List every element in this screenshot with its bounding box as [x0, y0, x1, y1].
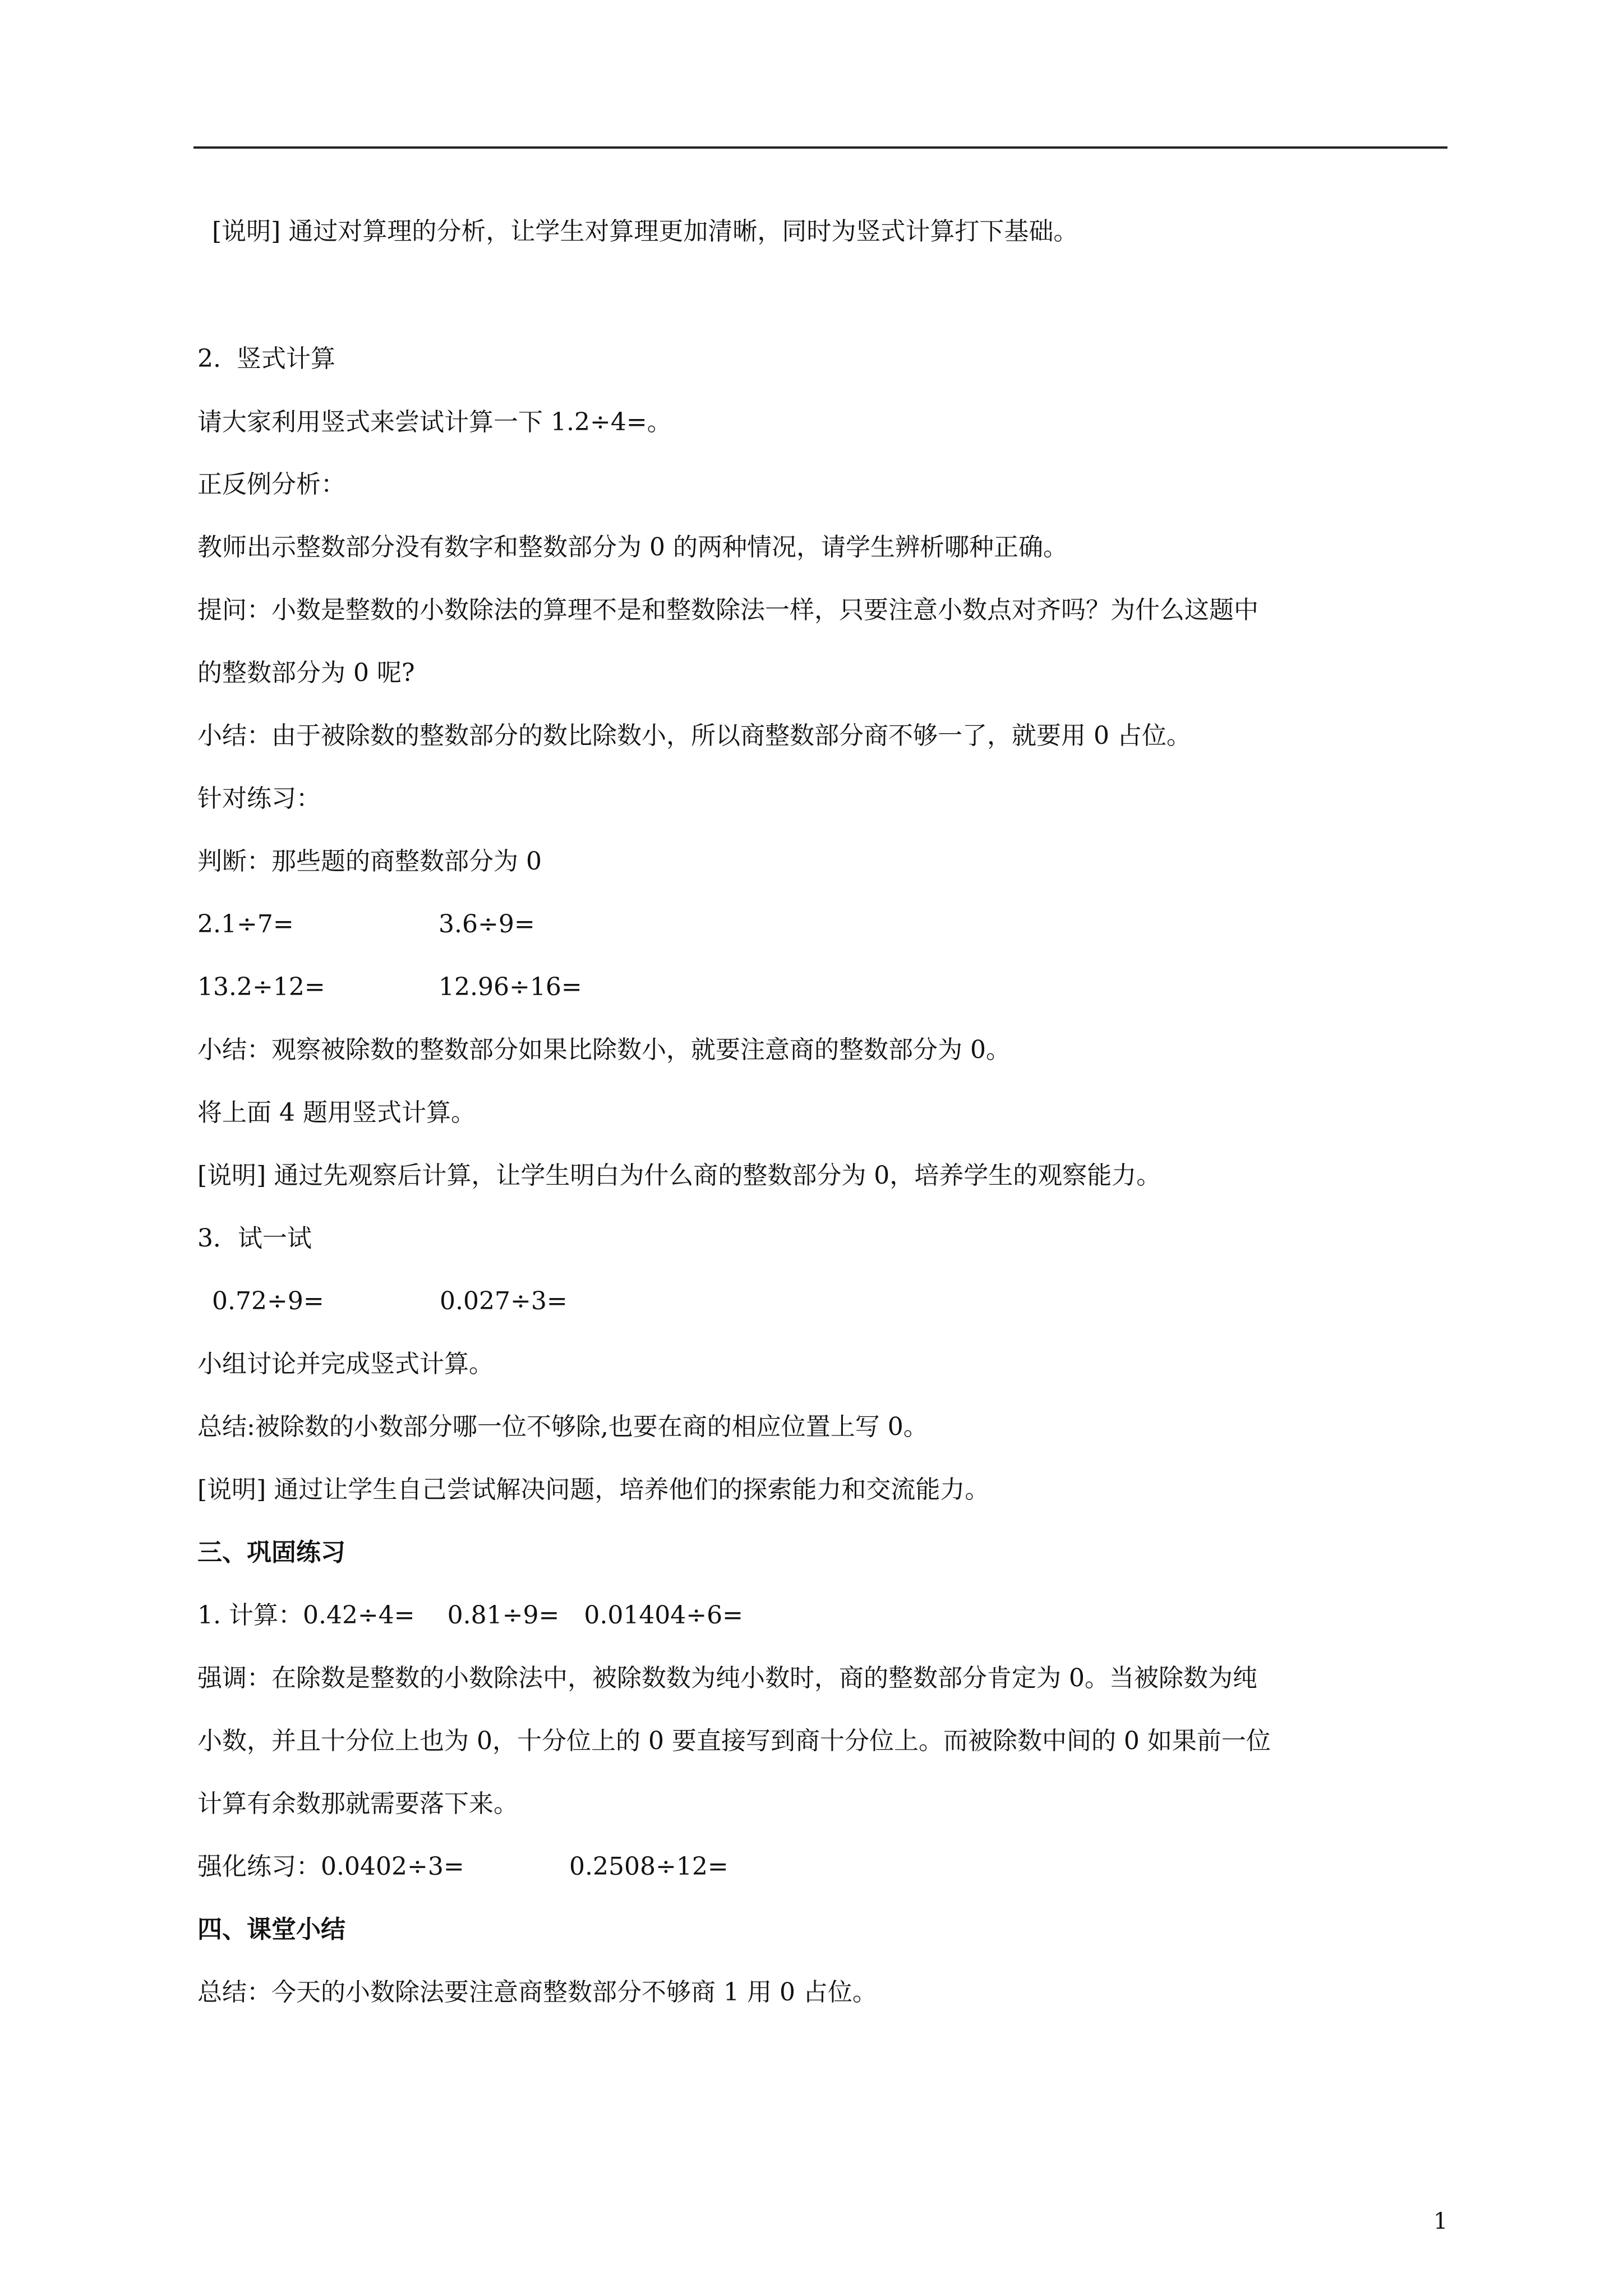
section-heading: 三、巩固练习 — [197, 1538, 345, 1567]
paragraph: 1. 计算：0.42÷4= 0.81÷9= 0.01404÷6= — [197, 1601, 744, 1630]
exercise-item: 3.6÷9= — [439, 910, 535, 938]
note-paragraph: [说明] 通过先观察后计算，让学生明白为什么商的整数部分为 0，培养学生的观察能力。 — [197, 1161, 1161, 1190]
paragraph: 强调：在除数是整数的小数除法中，被除数数为纯小数时，商的整数部分肯定为 0。当被除数为纯 — [197, 1664, 1257, 1692]
note-paragraph: [说明] 通过让学生自己尝试解决问题，培养他们的探索能力和交流能力。 — [197, 1475, 990, 1504]
section-heading: 四、课堂小结 — [197, 1915, 345, 1944]
paragraph: 提问：小数是整数的小数除法的算理不是和整数除法一样，只要注意小数点对齐吗？为什么这题中 — [197, 596, 1258, 624]
paragraph: 的整数部分为 0 呢? — [197, 659, 415, 687]
exercise-item: 12.96÷16= — [439, 973, 582, 1001]
paragraph: 总结:被除数的小数部分哪一位不够除,也要在商的相应位置上写 0。 — [197, 1412, 928, 1441]
exercise-item: 2.1÷7= — [197, 910, 294, 938]
paragraph: 总结：今天的小数除法要注意商整数部分不够商 1 用 0 占位。 — [197, 1978, 877, 2007]
section-heading: 3．试一试 — [197, 1224, 312, 1253]
paragraph: 小数，并且十分位上也为 0，十分位上的 0 要直接写到商十分位上。而被除数中间的 0 如果前一位 — [197, 1727, 1271, 1755]
paragraph: 小组讨论并完成竖式计算。 — [197, 1350, 494, 1378]
paragraph: 针对练习： — [197, 784, 321, 813]
exercise-item: 强化练习：0.0402÷3= — [197, 1852, 464, 1881]
paragraph: 小结：由于被除数的整数部分的数比除数小，所以商整数部分商不够一了，就要用 0 占位。 — [197, 721, 1191, 750]
exercise-item: 0.2508÷12= — [569, 1852, 728, 1881]
header-rule — [193, 146, 1447, 149]
paragraph: 请大家利用竖式来尝试计算一下 1.2÷4=。 — [197, 408, 672, 436]
paragraph: 正反例分析： — [197, 470, 345, 499]
exercise-item: 0.027÷3= — [440, 1287, 568, 1315]
exercise-item: 13.2÷12= — [197, 973, 325, 1001]
exercise-item: 0.72÷9= — [212, 1287, 324, 1315]
page-number: 1 — [1433, 2208, 1448, 2234]
paragraph: 计算有余数那就需要落下来。 — [197, 1789, 518, 1818]
paragraph: 教师出示整数部分没有数字和整数部分为 0 的两种情况，请学生辨析哪种正确。 — [197, 533, 1068, 562]
note-paragraph: [说明] 通过对算理的分析，让学生对算理更加清晰，同时为竖式计算打下基础。 — [212, 217, 1078, 246]
paragraph: 小结：观察被除数的整数部分如果比除数小，就要注意商的整数部分为 0。 — [197, 1036, 1011, 1064]
paragraph: 判断：那些题的商整数部分为 0 — [197, 847, 542, 876]
section-heading: 2. 竖式计算 — [197, 344, 335, 373]
paragraph: 将上面 4 题用竖式计算。 — [197, 1098, 476, 1127]
